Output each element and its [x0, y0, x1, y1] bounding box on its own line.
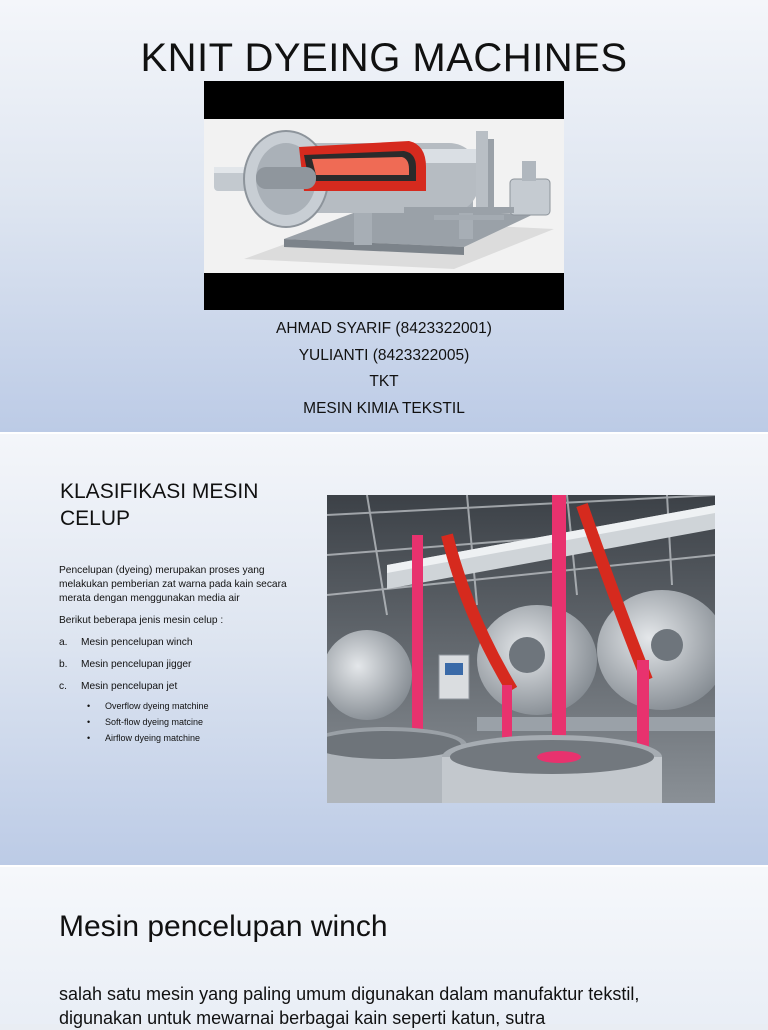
sublist-item: • Overflow dyeing matchine [87, 698, 299, 714]
slide-title-heading: KNIT DYEING MACHINES [140, 36, 628, 80]
sublist-item: • Airflow dyeing matchine [87, 730, 299, 746]
list-item [59, 680, 299, 694]
definition-paragraph: Pencelupan (dyeing) merupakan proses yang melakukan pemberian zat warna pada kain secara merata dengan menggunakan media air [59, 565, 287, 604]
author-line: MESIN KIMIA TEKSTIL [303, 399, 465, 417]
winch-paragraph: salah satu mesin yang paling umum digunakan dalam manufaktur tekstil, digunakan untuk mewarnai berbagai kain seperti katun, sutra [59, 984, 640, 1028]
list-marker: c. [59, 681, 67, 692]
sublist-item: • Soft-flow dyeing matcine [87, 714, 299, 730]
machine-type-list [59, 636, 299, 694]
list-intro: Berikut beberapa jenis mesin celup : [59, 615, 224, 626]
list-item [59, 636, 299, 650]
list-item-label: Mesin pencelupan jet [81, 681, 178, 692]
dyeing-factory-image [327, 495, 715, 803]
author-line: YULIANTI (8423322005) [298, 346, 470, 364]
list-marker: b. [59, 659, 68, 670]
list-item-label: Mesin pencelupan winch [81, 637, 193, 648]
author-line: AHMAD SYARIF (8423322001) [276, 320, 492, 337]
classification-heading: KLASIFIKASI MESIN CELUP [60, 480, 259, 530]
list-marker: a. [59, 637, 68, 648]
classification-body [59, 564, 299, 746]
list-item-label: Mesin pencelupan jigger [81, 659, 192, 670]
jet-subtype-list [87, 698, 299, 746]
author-line: TKT [369, 373, 399, 390]
list-item [59, 658, 299, 672]
dyeing-machine-image [204, 81, 564, 310]
winch-heading: Mesin pencelupan winch [59, 910, 388, 943]
slide-title [0, 0, 768, 432]
authors-block [0, 316, 768, 422]
